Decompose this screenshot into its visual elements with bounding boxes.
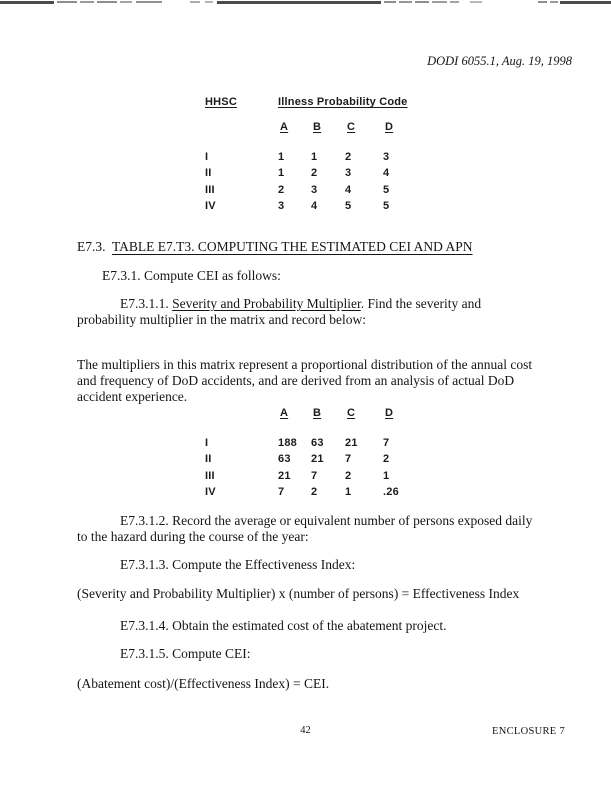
table-cell: 1 [345,486,352,499]
column-header: D [385,407,394,419]
section-number: E7.3. [77,239,106,254]
table-cell: 3 [278,200,285,213]
doc-reference: DODI 6055.1, Aug. 19, 1998 [427,54,572,68]
row-label: II [205,453,212,466]
table-cell: 2 [311,486,318,499]
scan-artifact [0,0,611,6]
table-cell: 188 [278,437,297,449]
paragraph-e7314: E7.3.1.4. Obtain the estimated cost of the abatement project. [120,618,447,633]
paragraph-e7313: E7.3.1.3. Compute the Effectiveness Index: [120,557,356,572]
row-label: I [205,151,209,163]
table-cell: 7 [311,469,318,482]
table-row [205,486,423,499]
column-header: A [280,121,289,133]
table-cell: .26 [383,486,399,499]
table-cell: 1 [383,469,390,482]
multiplier-matrix-table [205,407,423,503]
column-header: A [280,407,289,419]
matrix-note-line3: accident experience. [77,389,188,404]
section-heading [77,239,473,255]
row-label: III [205,469,215,482]
page-number: 42 [300,725,311,736]
table-row [205,453,423,466]
row-label: III [205,183,215,196]
paragraph-e731: E7.3.1. Compute CEI as follows: [102,268,281,283]
table-row [205,200,423,213]
table-cell: 5 [345,200,352,213]
table-row [205,437,423,450]
cei-formula: (Abatement cost)/(Effectiveness Index) = CEI. [77,676,330,691]
table-cell: 2 [383,453,390,466]
row-label: I [205,437,209,449]
table-cell: 4 [345,183,352,196]
table-cell: 3 [345,167,352,180]
hhsc-illness-probability-table [205,96,423,217]
column-header: D [385,121,394,133]
table-cell: 4 [311,200,318,213]
table-cell: 2 [345,151,352,163]
row-label: IV [205,200,216,213]
table-row [205,167,423,180]
table-row [205,470,423,483]
table-cell: 4 [383,167,390,180]
table-cell: 63 [278,453,291,466]
paragraph-e7312-line2: to the hazard during the course of the year: [77,529,309,544]
table-row [205,184,423,197]
column-header: B [313,121,322,133]
table-row [205,151,423,164]
table-cell: 3 [311,183,318,196]
paragraph-e7315: E7.3.1.5. Compute CEI: [120,646,251,661]
table-cell: 5 [383,183,390,196]
table-cell: 2 [345,469,352,482]
column-header: C [347,407,356,419]
table-cell: 21 [345,437,358,449]
table-cell: 21 [311,453,324,466]
table-cell: 1 [311,151,318,163]
column-header: B [313,407,322,419]
enclosure-label: ENCLOSURE 7 [491,726,565,737]
matrix-note-line1: The multipliers in this matrix represent a proportional distribution of the annual cost [77,357,533,372]
table-cell: 21 [278,469,291,482]
table-cell: 1 [278,167,285,180]
table-cell: 7 [278,486,285,499]
table-cell: 2 [311,167,318,180]
table-cell: 1 [278,151,285,163]
section-title: TABLE E7.T3. COMPUTING THE ESTIMATED CEI AND APN [112,239,473,254]
paragraph-e7311-line2: probability multiplier in the matrix and record below: [77,312,367,327]
effectiveness-index-formula: (Severity and Probability Multiplier) x (number of persons) = Effectiveness Index [77,586,520,601]
table-cell: 63 [311,437,324,449]
table-cell: 5 [383,200,390,213]
hhsc-table-title: Illness Probability Code [278,96,408,108]
paragraph-e7312-line1: E7.3.1.2. Record the average or equivalent number of persons exposed daily [120,513,533,528]
table-cell: 7 [383,437,390,449]
paragraph-e7311-line1: E7.3.1.1. Severity and Probability Multiplier. Find the severity and [120,296,482,311]
row-label: II [205,167,212,180]
row-label: IV [205,486,216,499]
table-cell: 2 [278,183,285,196]
underlined-phrase: Severity and Probability Multiplier [172,296,361,311]
table-cell: 3 [383,151,390,163]
hhsc-table-row-header: HHSC [205,96,237,108]
column-header: C [347,121,356,133]
table-cell: 7 [345,453,352,466]
matrix-note-line2: and frequency of DoD accidents, and are derived from an analysis of actual DoD [77,373,515,388]
